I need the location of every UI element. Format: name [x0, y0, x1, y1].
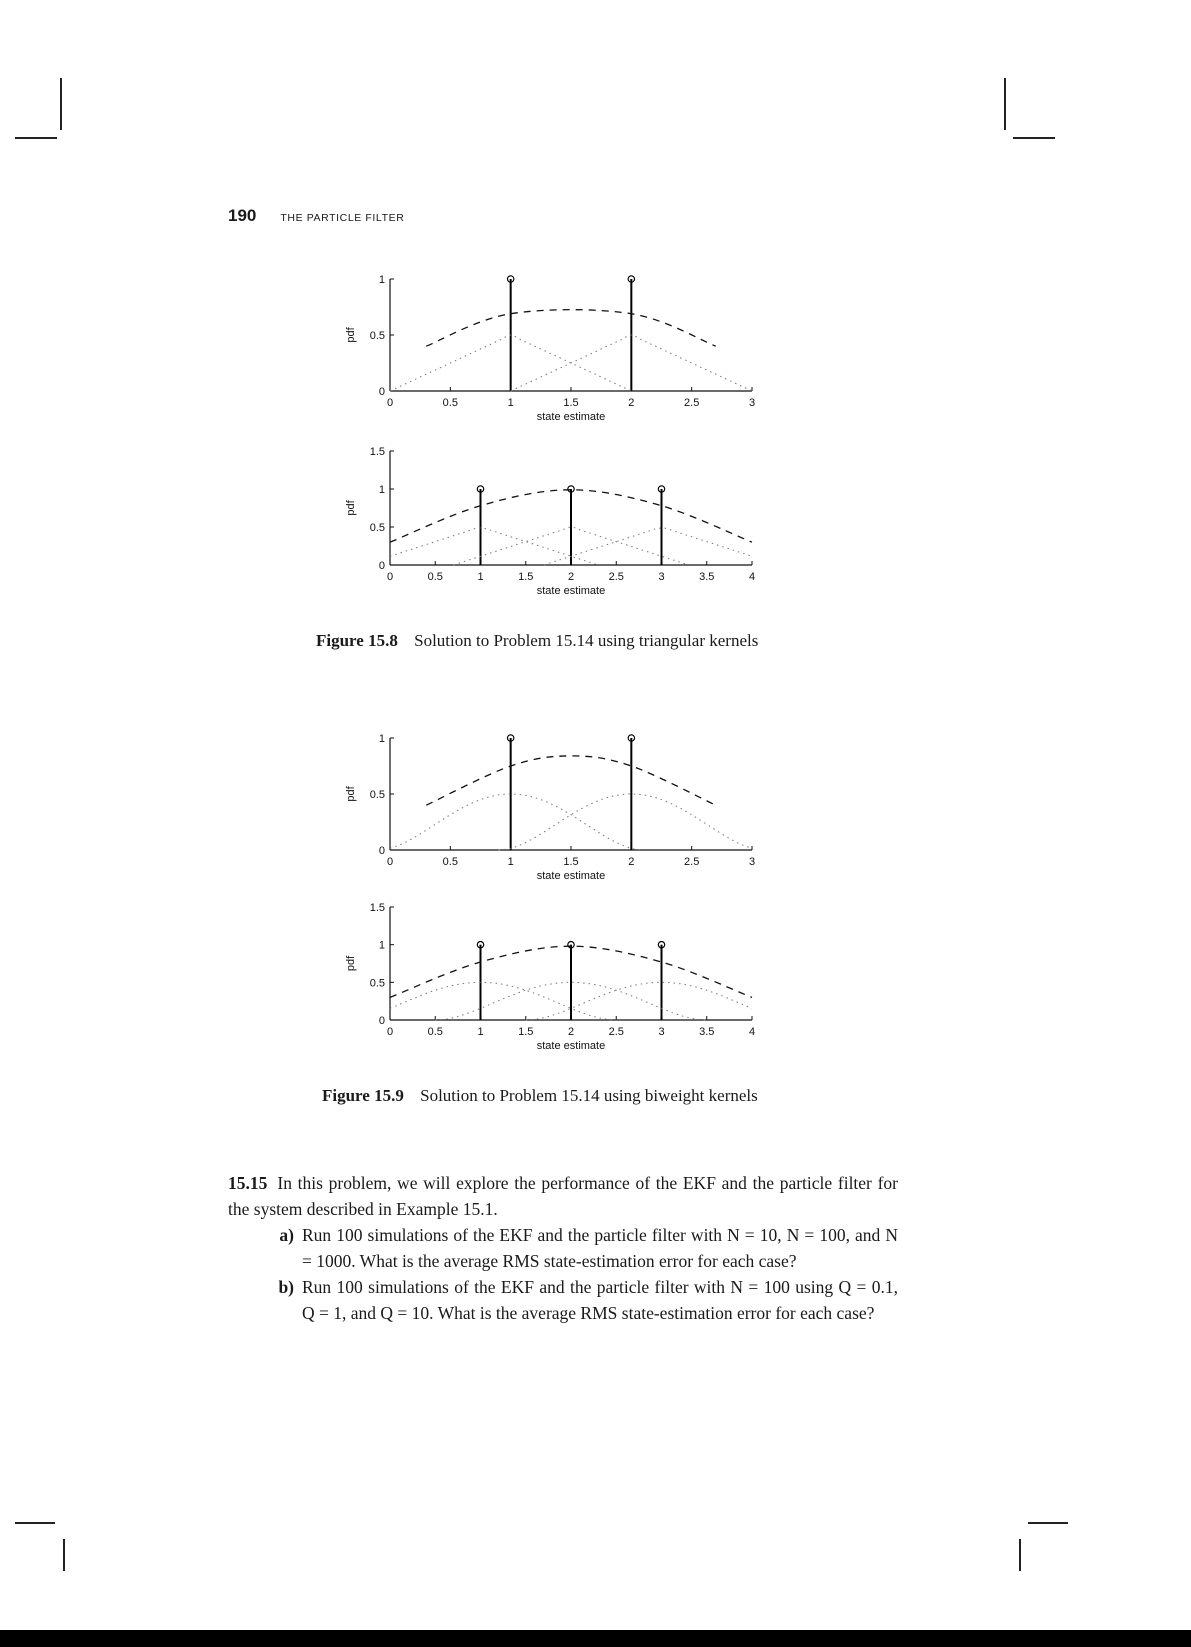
- y-axis-label: pdf: [345, 955, 357, 972]
- x-tick-label: 3.5: [699, 1026, 715, 1038]
- running-head: THE PARTICLE FILTER: [280, 212, 405, 224]
- x-tick-label: 1.5: [563, 397, 579, 409]
- x-tick-label: 1: [477, 571, 484, 583]
- x-axis-label: state estimate: [536, 585, 606, 597]
- problem-part-b: [264, 1274, 898, 1326]
- x-tick-label: 0: [386, 856, 394, 868]
- page-number: 190: [228, 206, 257, 225]
- x-axis-label: state estimate: [536, 870, 606, 882]
- y-tick-label: 0.5: [369, 330, 385, 342]
- problem-intro: [228, 1170, 898, 1222]
- x-tick-label: 2.5: [608, 571, 624, 583]
- figure-label: Figure 15.8: [316, 631, 398, 650]
- x-tick-label: 0: [386, 571, 394, 583]
- x-tick-label: 0: [386, 1026, 394, 1038]
- problem-15-15: [228, 1170, 898, 1326]
- y-tick-label: 1.5: [369, 902, 385, 914]
- x-tick-label: 2: [628, 856, 635, 868]
- x-tick-label: 1: [507, 397, 514, 409]
- x-tick-label: 1.5: [518, 1026, 534, 1038]
- y-tick-label: 0.5: [369, 522, 385, 534]
- kernel-curve: [526, 982, 752, 1020]
- figure-label: Figure 15.9: [322, 1086, 404, 1105]
- figure-caption-text: Solution to Problem 15.14 using triangular kernels: [414, 631, 759, 650]
- x-tick-label: 1: [477, 1026, 484, 1038]
- x-tick-label: 2.5: [684, 856, 700, 868]
- x-tick-label: 0.5: [442, 856, 458, 868]
- x-tick-label: 1: [507, 856, 514, 868]
- x-tick-label: 3: [658, 571, 665, 583]
- part-label: b): [278, 1277, 294, 1297]
- y-tick-label: 0: [378, 560, 385, 572]
- x-axis-label: state estimate: [536, 411, 606, 423]
- x-tick-label: 0.5: [427, 1026, 443, 1038]
- y-axis-label: pdf: [345, 500, 357, 516]
- x-tick-label: 3.5: [699, 571, 715, 583]
- x-tick-label: 3: [748, 397, 756, 409]
- figure-caption-text: Solution to Problem 15.14 using biweight kernels: [420, 1086, 758, 1105]
- y-tick-label: 1: [378, 733, 385, 745]
- part-text: Run 100 simulations of the EKF and the particle filter with N = 100 using Q = 0.1, Q = 1, and Q = 10. What is the average RMS state-estimation error for each case?: [302, 1277, 898, 1323]
- x-tick-label: 2: [567, 1026, 575, 1038]
- x-tick-label: 2.5: [684, 397, 700, 409]
- x-tick-label: 0.5: [427, 571, 443, 583]
- y-tick-label: 0: [378, 386, 385, 398]
- x-tick-label: 0: [386, 397, 394, 409]
- part-text: Run 100 simulations of the EKF and the particle filter with N = 10, N = 100, and N = 1000. What is the average RMS state-estimation error for each case?: [302, 1225, 898, 1271]
- x-tick-label: 2.5: [608, 1026, 624, 1038]
- y-tick-label: 0.5: [369, 977, 385, 990]
- y-tick-label: 0: [378, 1015, 385, 1027]
- x-tick-label: 2: [567, 571, 575, 583]
- y-axis-label: pdf: [345, 786, 357, 802]
- x-tick-label: 1.5: [563, 856, 579, 868]
- y-tick-label: 0: [378, 845, 385, 857]
- x-tick-label: 3: [748, 856, 756, 868]
- y-tick-label: 1.5: [369, 446, 385, 458]
- y-tick-label: 0.5: [369, 789, 385, 801]
- x-tick-label: 4: [748, 571, 756, 583]
- x-tick-label: 4: [748, 1026, 756, 1038]
- kernel-curve: [390, 982, 616, 1020]
- y-tick-label: 1: [378, 484, 385, 496]
- x-tick-label: 2: [628, 397, 635, 409]
- problem-number: 15.15: [228, 1173, 268, 1193]
- problem-part-a: [264, 1222, 898, 1274]
- x-axis-label: state estimate: [536, 1040, 606, 1052]
- y-tick-label: 1: [378, 274, 385, 286]
- problem-intro-text: In this problem, we will explore the performance of the EKF and the particle filter for the system described in Example 15.1.: [228, 1173, 898, 1219]
- part-label: a): [279, 1225, 294, 1245]
- figure-15-9-caption: [322, 1086, 758, 1106]
- y-axis-label: pdf: [345, 327, 357, 343]
- x-tick-label: 0.5: [442, 397, 458, 409]
- y-tick-label: 1: [378, 939, 385, 952]
- x-tick-label: 1.5: [518, 571, 534, 583]
- x-tick-label: 3: [658, 1026, 665, 1038]
